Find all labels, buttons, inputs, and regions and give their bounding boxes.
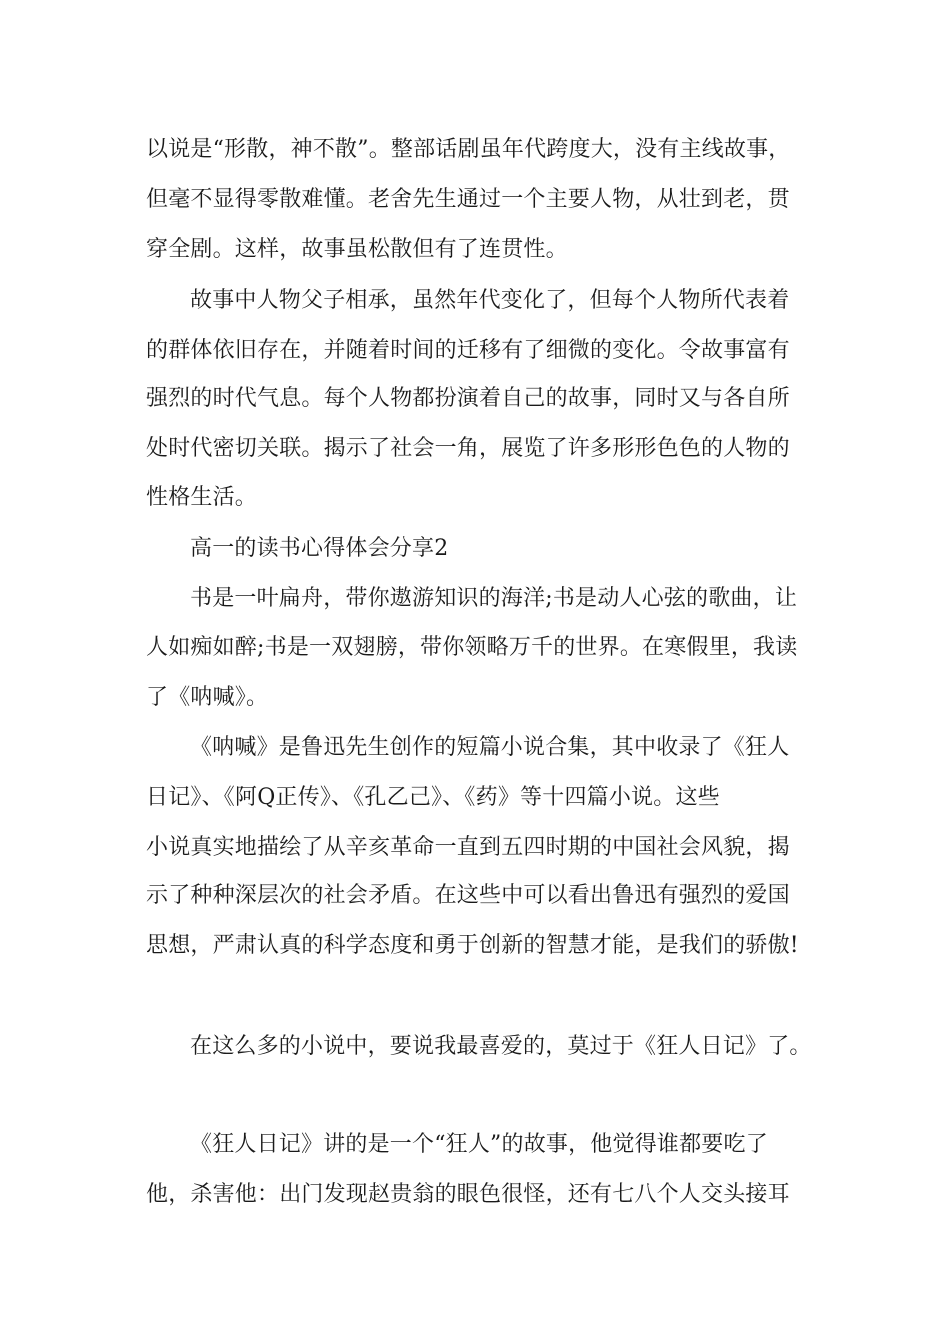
text-line: 强烈的时代气息。每个人物都扮演着自己的故事，同时又与各自所: [146, 386, 790, 411]
text-line: 但毫不显得零散难懂。老舍先生通过一个主要人物，从壮到老，贯: [146, 187, 790, 212]
text-line: 了《呐喊》。: [146, 685, 269, 710]
text-line: 性格生活。: [146, 485, 258, 510]
paragraph-first-line: 书是一叶扁舟，带你遨游知识的海洋;书是动人心弦的歌曲，让: [190, 586, 798, 611]
text-line: 他，杀害他：出门发现赵贵翁的眼色很怪，还有七八个人交头接耳: [146, 1182, 790, 1207]
text-line: 日记》、《阿Q正传》、《孔乙己》、《药》等十四篇小说。这些: [146, 785, 720, 810]
text-line: 的群体依旧存在，并随着时间的迁移有了细微的变化。令故事富有: [146, 338, 790, 363]
paragraph-first-line: 在这么多的小说中，要说我最喜爱的，莫过于《狂人日记》了。: [190, 1034, 812, 1059]
text-line: 小说真实地描绘了从辛亥革命一直到五四时期的中国社会风貌，揭: [146, 835, 790, 860]
text-line: 穿全剧。这样，故事虽松散但有了连贯性。: [146, 237, 568, 262]
text-line: 处时代密切关联。揭示了社会一角，展览了许多形形色色的人物的: [146, 436, 790, 461]
text-line: 人如痴如醉;书是一双翅膀，带你领略万千的世界。在寒假里，我读: [146, 635, 798, 660]
text-line: 示了种种深层次的社会矛盾。在这些中可以看出鲁迅有强烈的爱国: [146, 883, 790, 908]
text-line: 思想，严肃认真的科学态度和勇于创新的智慧才能，是我们的骄傲!: [146, 933, 799, 958]
section-heading: 高一的读书心得体会分享2: [190, 536, 449, 561]
text-line: 以说是“形散，神不散”。整部话剧虽年代跨度大，没有主线故事，: [146, 137, 791, 162]
paragraph-first-line: 《呐喊》是鲁迅先生创作的短篇小说合集，其中收录了《狂人: [190, 735, 790, 760]
paragraph-first-line: 故事中人物父子相承，虽然年代变化了，但每个人物所代表着: [190, 288, 790, 313]
paragraph-first-line: 《狂人日记》讲的是一个“狂人”的故事，他觉得谁都要吃了: [190, 1132, 768, 1157]
